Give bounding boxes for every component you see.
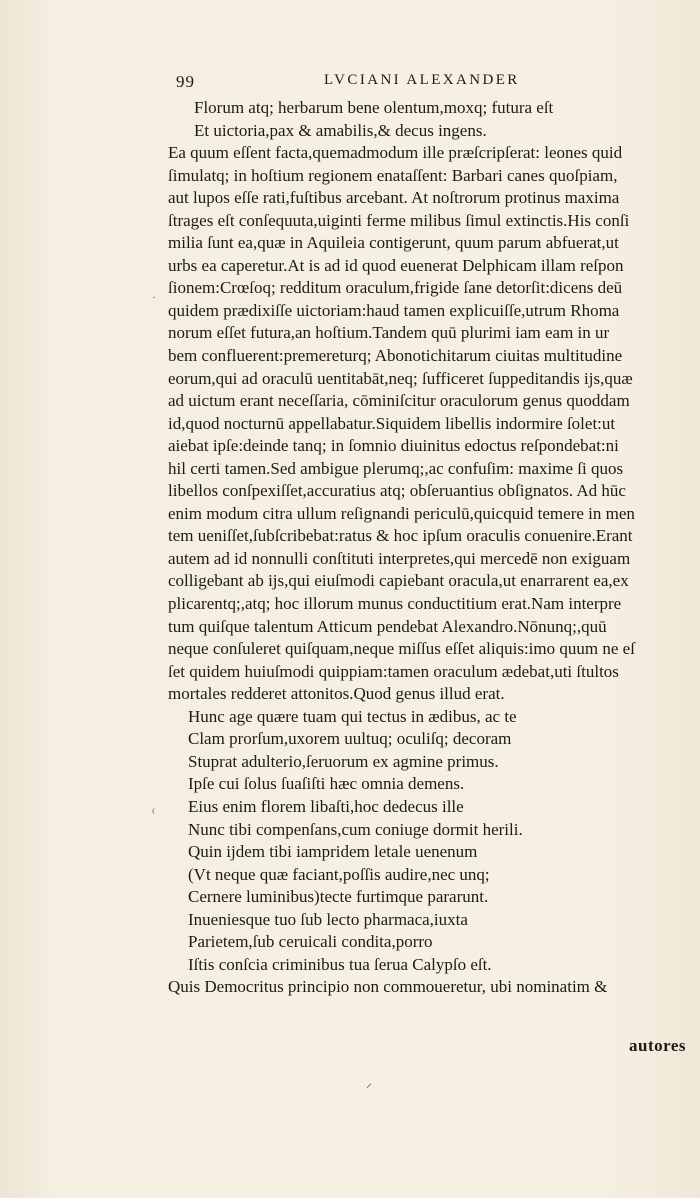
- margin-mark-icon: ·: [152, 290, 156, 304]
- prose-line: quidem prædixiſſe uictoriam:haud tamen explicuiſſe,utrum Rhoma: [168, 300, 620, 320]
- verse-line: Parietem,ſub ceruicali condita,porro: [188, 932, 433, 952]
- prose-line: ſionem:Crœſoq; redditum oraculum,frigide ſane detorſit:dicens deū: [168, 278, 623, 298]
- prose-line: urbs ea caperetur.At is ad id quod euenerat Delphicam illam reſpon: [168, 255, 624, 275]
- text-block: [168, 97, 690, 999]
- prose-line: norum eſſet futura,an hoſtium.Tandem quū plurimi iam eam in ur: [168, 323, 610, 343]
- verse-line: Quin ijdem tibi iampridem letale uenenum: [188, 842, 478, 862]
- verse-line: Clam prorſum,uxorem uultuq; oculiſq; decoram: [188, 729, 512, 749]
- prose-line: Ea quum eſſent facta,quemadmodum ille præſcripſerat: leones quid: [168, 143, 623, 163]
- verse-line: Inueniesque tuo ſub lecto pharmaca,iuxta: [188, 909, 468, 929]
- margin-mark-icon: ⁽: [152, 806, 155, 820]
- prose-line: eorum,qui ad oraculū uentitabāt,neq; ſufficeret ſuppeditandis ijs,quæ: [168, 368, 633, 388]
- verse-line: Cernere luminibus)tecte furtimque pararunt.: [188, 887, 489, 907]
- prose-line: aut lupos eſſe rati,fuſtibus arcebant. At noſtrorum protinus maxima: [168, 188, 620, 208]
- running-title: LVCIANI ALEXANDER: [324, 72, 520, 88]
- prose-line: id,quod nocturnū appellabatur.Siquidem libellis indormire ſolet:ut: [168, 413, 616, 433]
- verse-line: (Vt neque quæ faciant,poſſis audire,nec unq;: [188, 864, 490, 884]
- prose-line: neque conſuleret quiſquam,neque miſſus eſſet aliquis:imo quum ne eſ: [168, 639, 635, 659]
- prose-line: hil certi tamen.Sed ambigue plerumq;,ac confuſim: maxime ſi quos: [168, 458, 624, 478]
- prose-line: plicarentq;,atq; hoc illorum munus conductitium erat.Nam interpre: [168, 594, 622, 614]
- prose-line: ſimulatq; in hoſtium regionem enataſſent: Barbari canes quoſpiam,: [168, 165, 618, 185]
- prose-line: colligebant ab ijs,qui eiuſmodi capiebant oracula,ut enarrarent ea,ex: [168, 571, 629, 591]
- prose-line: tem ueniſſet,ſubſcribebat:ratus & hoc ipſum oraculis conuenire.Erant: [168, 526, 633, 546]
- prose-line: aiebat ipſe:deinde tanq; in ſomnio diuinitus edoctus reſpondebat:ni: [168, 436, 619, 456]
- verse-line: Florum atq; herbarum bene olentum,moxq; futura eſt: [194, 98, 554, 117]
- verse-line: Stuprat adulterio,ſeruorum ex agmine primus.: [188, 751, 499, 771]
- prose-line: libellos conſpexiſſet,accuratius atq; obſeruantius obſignatos. Ad hūc: [168, 481, 626, 501]
- verse-line: Et uictoria,pax & amabilis,& decus ingens.: [194, 120, 487, 140]
- verse-line: Eius enim florem libaſti,hoc dedecus ille: [188, 796, 464, 816]
- prose-line: enim modum citra ullum reſignandi periculū,quicquid temere in men: [168, 503, 635, 523]
- prose-line: ad uictum erant neceſſaria, cōminiſcitur oraculorum genus quoddam: [168, 391, 630, 411]
- folio-number: 99: [176, 72, 195, 91]
- prose-line: ſet quidem huiuſmodi quippiam:tamen oraculum ædebat,uti ſtultos: [168, 661, 619, 681]
- prose-line: autem ad id nonnulli conſtituti interpretes,qui mercedē non exiguam: [168, 548, 631, 568]
- prose-line-final: Quis Democritus principio non commoueretur, ubi nominatim &: [168, 977, 608, 997]
- prose-line: tum quiſque talentum Atticum pendebat Alexandro.Nōnunq;,quū: [168, 616, 607, 636]
- prose-line: milia ſunt ea,quæ in Aquileia contigerunt, quum parum abfuerat,ut: [168, 233, 619, 253]
- verse-line: Iſtis conſcia criminibus tua ſerua Calypſo eſt.: [188, 954, 492, 974]
- prose-line: ſtrages eſt conſequuta,uiginti ferme milibus ſimul extinctis.His conſi: [168, 210, 630, 230]
- running-head: [0, 72, 700, 94]
- verse-line: Ipſe cui ſolus ſuaſiſti hæc omnia demens.: [188, 774, 465, 794]
- verse-line: Nunc tibi compenſans,cum coniuge dormit herili.: [188, 819, 523, 839]
- prose-line: mortales redderet attonitos.Quod genus illud erat.: [168, 684, 505, 704]
- prose-line: bem confluerent:premereturq; Abonotichitarum ciuitas multitudine: [168, 346, 623, 366]
- catchword: autores: [628, 1036, 686, 1055]
- ink-mark-icon: ⸝: [366, 1076, 373, 1090]
- verse-line: Hunc age quære tuam qui tectus in ædibus, ac te: [188, 706, 517, 726]
